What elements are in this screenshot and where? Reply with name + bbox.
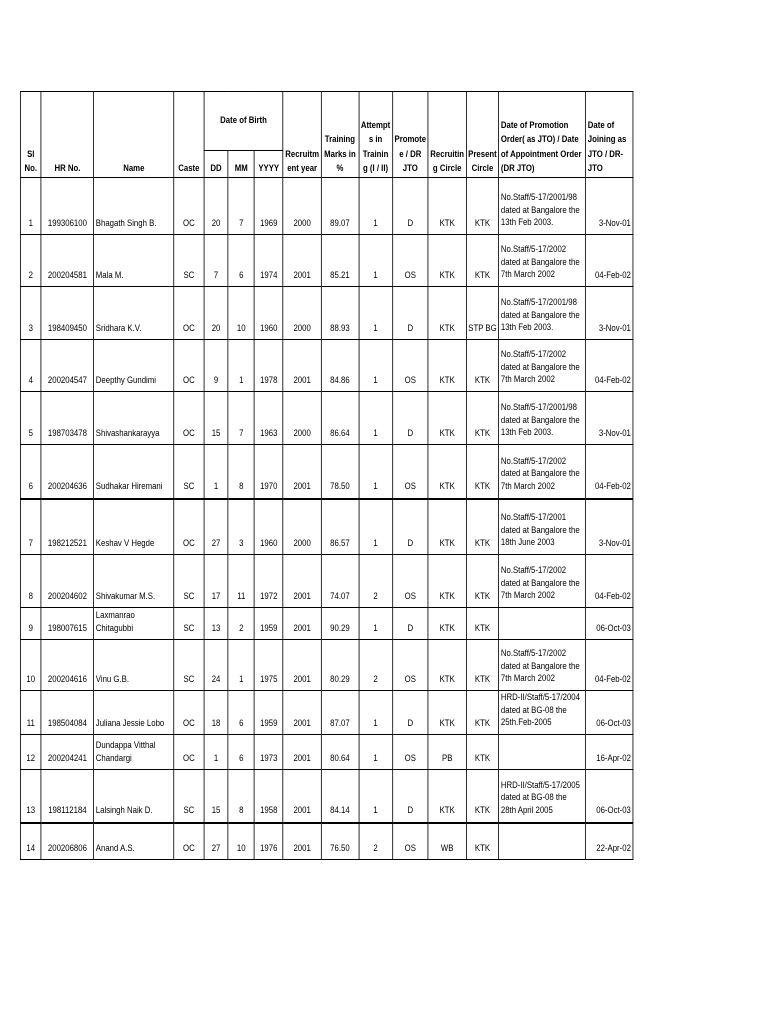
header-mm: MM: [228, 151, 254, 178]
cell-hr-no: 198007615: [41, 608, 94, 640]
cell-name: Shivakumar M.S.: [94, 555, 174, 608]
cell-promotion-order: No.Staff/5-17/2001/98 dated at Bangalore the 13th Feb 2003.: [499, 287, 586, 340]
cell-sl-no: 11: [20, 691, 41, 735]
cell-promoted: D: [392, 608, 428, 640]
cell-caste: SC: [174, 640, 204, 691]
cell-promotion-order: HRD-II/Staff/5-17/2004 dated at BG-08 the 25th.Feb-2005: [499, 691, 586, 735]
table-body: [20, 178, 633, 860]
header-attempts: Attempt s in Trainin g (I / II): [359, 92, 393, 178]
cell-present-circle: KTK: [466, 823, 499, 860]
cell-promotion-order: [499, 735, 586, 770]
cell-sl-no: 14: [20, 823, 41, 860]
cell-dob-mm: 8: [228, 445, 254, 499]
header-hr-no: HR No.: [41, 92, 94, 178]
cell-caste: OC: [174, 823, 204, 860]
table-row: [20, 340, 633, 392]
cell-dob-yyyy: 1970: [254, 445, 283, 499]
header-training-marks: Training Marks in %: [321, 92, 359, 178]
cell-present-circle: KTK: [466, 640, 499, 691]
cell-dob-yyyy: 1963: [254, 392, 283, 445]
cell-dob-mm: 2: [228, 608, 254, 640]
cell-dob-mm: 8: [228, 770, 254, 823]
cell-recruitment-year: 2000: [283, 287, 321, 340]
cell-joining-date: 3-Nov-01: [586, 287, 633, 340]
cell-joining-date: 06-Oct-03: [586, 608, 633, 640]
cell-attempts: 1: [359, 392, 393, 445]
cell-promoted: D: [392, 392, 428, 445]
cell-dob-dd: 13: [204, 608, 228, 640]
cell-dob-yyyy: 1959: [254, 608, 283, 640]
cell-promoted: D: [392, 499, 428, 555]
cell-present-circle: KTK: [466, 555, 499, 608]
cell-recruitment-year: 2001: [283, 445, 321, 499]
cell-name: Mala M.: [94, 235, 174, 287]
cell-name: Dundappa Vitthal Chandargi: [94, 735, 174, 770]
cell-dob-dd: 27: [204, 823, 228, 860]
cell-hr-no: 198504084: [41, 691, 94, 735]
cell-promotion-order: No.Staff/5-17/2002 dated at Bangalore the 7th March 2002: [499, 555, 586, 608]
cell-joining-date: 16-Apr-02: [586, 735, 633, 770]
cell-present-circle: KTK: [466, 608, 499, 640]
cell-sl-no: 10: [20, 640, 41, 691]
cell-hr-no: 199306100: [41, 178, 94, 235]
cell-present-circle: KTK: [466, 770, 499, 823]
cell-attempts: 1: [359, 445, 393, 499]
cell-caste: SC: [174, 770, 204, 823]
cell-training-marks: 80.64: [321, 735, 359, 770]
cell-dob-mm: 6: [228, 735, 254, 770]
cell-name: Laxmanrao Chitagubbi: [94, 608, 174, 640]
cell-hr-no: 200204636: [41, 445, 94, 499]
cell-recruitment-year: 2001: [283, 555, 321, 608]
cell-dob-mm: 7: [228, 178, 254, 235]
cell-dob-mm: 10: [228, 823, 254, 860]
cell-recruiting-circle: KTK: [428, 608, 466, 640]
header-dd: DD: [204, 151, 228, 178]
cell-dob-yyyy: 1972: [254, 555, 283, 608]
cell-dob-mm: 7: [228, 392, 254, 445]
cell-dob-yyyy: 1960: [254, 499, 283, 555]
cell-recruitment-year: 2001: [283, 823, 321, 860]
cell-dob-dd: 17: [204, 555, 228, 608]
cell-promoted: OS: [392, 340, 428, 392]
cell-name: Lalsingh Naik D.: [94, 770, 174, 823]
header-sl-no: Sl No.: [20, 92, 41, 178]
cell-training-marks: 89.07: [321, 178, 359, 235]
cell-attempts: 1: [359, 235, 393, 287]
cell-recruiting-circle: KTK: [428, 235, 466, 287]
cell-promoted: OS: [392, 555, 428, 608]
cell-attempts: 1: [359, 608, 393, 640]
header-promoted: Promote e / DR JTO: [392, 92, 428, 178]
cell-sl-no: 5: [20, 392, 41, 445]
cell-dob-dd: 1: [204, 735, 228, 770]
cell-recruiting-circle: KTK: [428, 287, 466, 340]
table-row: [20, 608, 633, 640]
cell-present-circle: KTK: [466, 392, 499, 445]
cell-recruitment-year: 2000: [283, 392, 321, 445]
cell-name: Anand A.S.: [94, 823, 174, 860]
cell-recruiting-circle: KTK: [428, 770, 466, 823]
table-row: [20, 235, 633, 287]
cell-training-marks: 86.57: [321, 499, 359, 555]
cell-dob-yyyy: 1973: [254, 735, 283, 770]
cell-dob-mm: 1: [228, 340, 254, 392]
cell-recruiting-circle: KTK: [428, 178, 466, 235]
cell-recruiting-circle: KTK: [428, 555, 466, 608]
cell-present-circle: KTK: [466, 340, 499, 392]
cell-recruitment-year: 2000: [283, 178, 321, 235]
cell-hr-no: 200204241: [41, 735, 94, 770]
cell-hr-no: 200204581: [41, 235, 94, 287]
header-name: Name: [94, 92, 174, 178]
cell-caste: OC: [174, 691, 204, 735]
cell-joining-date: 3-Nov-01: [586, 178, 633, 235]
header-present-circle: Present Circle: [466, 92, 499, 178]
header-row-top: [20, 92, 633, 151]
cell-sl-no: 2: [20, 235, 41, 287]
cell-dob-mm: 3: [228, 499, 254, 555]
cell-dob-dd: 20: [204, 287, 228, 340]
cell-attempts: 1: [359, 691, 393, 735]
cell-sl-no: 4: [20, 340, 41, 392]
cell-present-circle: KTK: [466, 499, 499, 555]
cell-recruitment-year: 2001: [283, 770, 321, 823]
cell-recruiting-circle: KTK: [428, 340, 466, 392]
cell-name: Vinu G.B.: [94, 640, 174, 691]
cell-recruiting-circle: KTK: [428, 499, 466, 555]
cell-dob-yyyy: 1975: [254, 640, 283, 691]
table-header: [20, 92, 633, 178]
cell-promotion-order: [499, 823, 586, 860]
table-row: [20, 770, 633, 823]
cell-caste: OC: [174, 499, 204, 555]
cell-hr-no: 198212521: [41, 499, 94, 555]
cell-present-circle: KTK: [466, 235, 499, 287]
cell-training-marks: 90.29: [321, 608, 359, 640]
cell-recruiting-circle: KTK: [428, 392, 466, 445]
cell-joining-date: 3-Nov-01: [586, 392, 633, 445]
table-row: [20, 555, 633, 608]
cell-joining-date: 04-Feb-02: [586, 445, 633, 499]
cell-training-marks: 88.93: [321, 287, 359, 340]
cell-promoted: OS: [392, 235, 428, 287]
cell-attempts: 2: [359, 640, 393, 691]
jto-records-table: [20, 91, 633, 860]
cell-training-marks: 76.50: [321, 823, 359, 860]
cell-hr-no: 200204547: [41, 340, 94, 392]
cell-training-marks: 84.86: [321, 340, 359, 392]
cell-training-marks: 74.07: [321, 555, 359, 608]
cell-present-circle: KTK: [466, 735, 499, 770]
cell-dob-mm: 1: [228, 640, 254, 691]
cell-dob-dd: 15: [204, 770, 228, 823]
cell-caste: OC: [174, 287, 204, 340]
cell-recruiting-circle: WB: [428, 823, 466, 860]
header-yyyy: YYYY: [254, 151, 283, 178]
cell-dob-dd: 24: [204, 640, 228, 691]
cell-promotion-order: No.Staff/5-17/2002 dated at Bangalore the 7th March 2002: [499, 340, 586, 392]
cell-training-marks: 86.64: [321, 392, 359, 445]
cell-training-marks: 85.21: [321, 235, 359, 287]
cell-recruitment-year: 2001: [283, 608, 321, 640]
cell-training-marks: 78.50: [321, 445, 359, 499]
cell-sl-no: 8: [20, 555, 41, 608]
cell-recruitment-year: 2001: [283, 640, 321, 691]
cell-present-circle: STP BG: [466, 287, 499, 340]
cell-dob-mm: 6: [228, 235, 254, 287]
cell-dob-yyyy: 1958: [254, 770, 283, 823]
cell-dob-mm: 11: [228, 555, 254, 608]
cell-dob-dd: 7: [204, 235, 228, 287]
cell-dob-yyyy: 1974: [254, 235, 283, 287]
cell-promotion-order: No.Staff/5-17/2001/98 dated at Bangalore the 13th Feb 2003.: [499, 178, 586, 235]
cell-dob-dd: 15: [204, 392, 228, 445]
cell-joining-date: 06-Oct-03: [586, 691, 633, 735]
cell-attempts: 1: [359, 735, 393, 770]
table-row: [20, 287, 633, 340]
cell-sl-no: 7: [20, 499, 41, 555]
table-row: [20, 823, 633, 860]
cell-dob-yyyy: 1959: [254, 691, 283, 735]
cell-present-circle: KTK: [466, 178, 499, 235]
cell-hr-no: 198409450: [41, 287, 94, 340]
cell-recruiting-circle: PB: [428, 735, 466, 770]
cell-caste: SC: [174, 445, 204, 499]
cell-name: Sudhakar Hiremani: [94, 445, 174, 499]
cell-hr-no: 198703478: [41, 392, 94, 445]
table-row: [20, 640, 633, 691]
cell-promoted: D: [392, 287, 428, 340]
cell-dob-dd: 1: [204, 445, 228, 499]
cell-attempts: 1: [359, 770, 393, 823]
cell-joining-date: 04-Feb-02: [586, 555, 633, 608]
cell-attempts: 1: [359, 287, 393, 340]
table-row: [20, 735, 633, 770]
header-promotion-order: Date of Promotion Order( as JTO) / Date of Appointment Order (DR JTO): [499, 92, 586, 178]
cell-dob-yyyy: 1960: [254, 287, 283, 340]
header-caste: Caste: [174, 92, 204, 178]
cell-hr-no: 200206806: [41, 823, 94, 860]
cell-joining-date: 04-Feb-02: [586, 640, 633, 691]
cell-dob-yyyy: 1969: [254, 178, 283, 235]
cell-recruiting-circle: KTK: [428, 445, 466, 499]
cell-hr-no: 200204616: [41, 640, 94, 691]
cell-dob-yyyy: 1978: [254, 340, 283, 392]
cell-recruitment-year: 2001: [283, 735, 321, 770]
cell-sl-no: 12: [20, 735, 41, 770]
cell-promotion-order: HRD-II/Staff/5-17/2005 dated at BG-08 the 28th April 2005: [499, 770, 586, 823]
header-recruiting-circle: Recruitin g Circle: [428, 92, 466, 178]
cell-attempts: 1: [359, 178, 393, 235]
cell-promotion-order: No.Staff/5-17/2002 dated at Bangalore the 7th March 2002: [499, 445, 586, 499]
cell-joining-date: 04-Feb-02: [586, 340, 633, 392]
cell-dob-dd: 27: [204, 499, 228, 555]
cell-caste: SC: [174, 235, 204, 287]
cell-promotion-order: No.Staff/5-17/2001 dated at Bangalore the 18th June 2003: [499, 499, 586, 555]
cell-caste: OC: [174, 735, 204, 770]
cell-dob-yyyy: 1976: [254, 823, 283, 860]
cell-name: Juliana Jessie Lobo: [94, 691, 174, 735]
cell-promoted: D: [392, 178, 428, 235]
table-row: [20, 499, 633, 555]
cell-joining-date: 04-Feb-02: [586, 235, 633, 287]
cell-promoted: OS: [392, 735, 428, 770]
cell-promoted: OS: [392, 640, 428, 691]
cell-joining-date: 22-Apr-02: [586, 823, 633, 860]
cell-joining-date: 06-Oct-03: [586, 770, 633, 823]
cell-caste: OC: [174, 178, 204, 235]
cell-recruiting-circle: KTK: [428, 640, 466, 691]
cell-attempts: 2: [359, 555, 393, 608]
cell-promoted: D: [392, 770, 428, 823]
cell-sl-no: 3: [20, 287, 41, 340]
cell-name: Deepthy Gundimi: [94, 340, 174, 392]
cell-promotion-order: No.Staff/5-17/2001/98 dated at Bangalore the 13th Feb 2003.: [499, 392, 586, 445]
cell-caste: SC: [174, 555, 204, 608]
cell-name: Sridhara K.V.: [94, 287, 174, 340]
cell-recruiting-circle: KTK: [428, 691, 466, 735]
cell-promoted: D: [392, 691, 428, 735]
cell-dob-dd: 9: [204, 340, 228, 392]
cell-attempts: 2: [359, 823, 393, 860]
cell-promoted: OS: [392, 445, 428, 499]
cell-dob-mm: 6: [228, 691, 254, 735]
cell-recruitment-year: 2001: [283, 340, 321, 392]
cell-name: Keshav V Hegde: [94, 499, 174, 555]
cell-promotion-order: [499, 608, 586, 640]
cell-sl-no: 6: [20, 445, 41, 499]
cell-name: Bhagath Singh B.: [94, 178, 174, 235]
cell-attempts: 1: [359, 499, 393, 555]
cell-hr-no: 200204602: [41, 555, 94, 608]
cell-sl-no: 13: [20, 770, 41, 823]
cell-promotion-order: No.Staff/5-17/2002 dated at Bangalore the 7th March 2002: [499, 235, 586, 287]
header-recruitment-year: Recruitm ent year: [283, 92, 321, 178]
cell-recruitment-year: 2001: [283, 235, 321, 287]
cell-promotion-order: No.Staff/5-17/2002 dated at Bangalore the 7th March 2002: [499, 640, 586, 691]
cell-training-marks: 87.07: [321, 691, 359, 735]
cell-name: Shivashankarayya: [94, 392, 174, 445]
cell-joining-date: 3-Nov-01: [586, 499, 633, 555]
cell-hr-no: 198112184: [41, 770, 94, 823]
cell-present-circle: KTK: [466, 445, 499, 499]
cell-dob-mm: 10: [228, 287, 254, 340]
cell-present-circle: KTK: [466, 691, 499, 735]
cell-recruitment-year: 2000: [283, 499, 321, 555]
cell-training-marks: 84.14: [321, 770, 359, 823]
cell-sl-no: 1: [20, 178, 41, 235]
cell-promoted: OS: [392, 823, 428, 860]
table-row: [20, 392, 633, 445]
cell-sl-no: 9: [20, 608, 41, 640]
table-row: [20, 178, 633, 235]
cell-caste: OC: [174, 392, 204, 445]
cell-dob-dd: 18: [204, 691, 228, 735]
cell-recruitment-year: 2001: [283, 691, 321, 735]
cell-caste: SC: [174, 608, 204, 640]
cell-caste: OC: [174, 340, 204, 392]
cell-dob-dd: 20: [204, 178, 228, 235]
table-row: [20, 445, 633, 499]
header-joining-date: Date of Joining as JTO / DR- JTO: [586, 92, 633, 178]
table-row: [20, 691, 633, 735]
cell-training-marks: 80.29: [321, 640, 359, 691]
header-date-of-birth: Date of Birth: [204, 92, 283, 151]
cell-attempts: 1: [359, 340, 393, 392]
